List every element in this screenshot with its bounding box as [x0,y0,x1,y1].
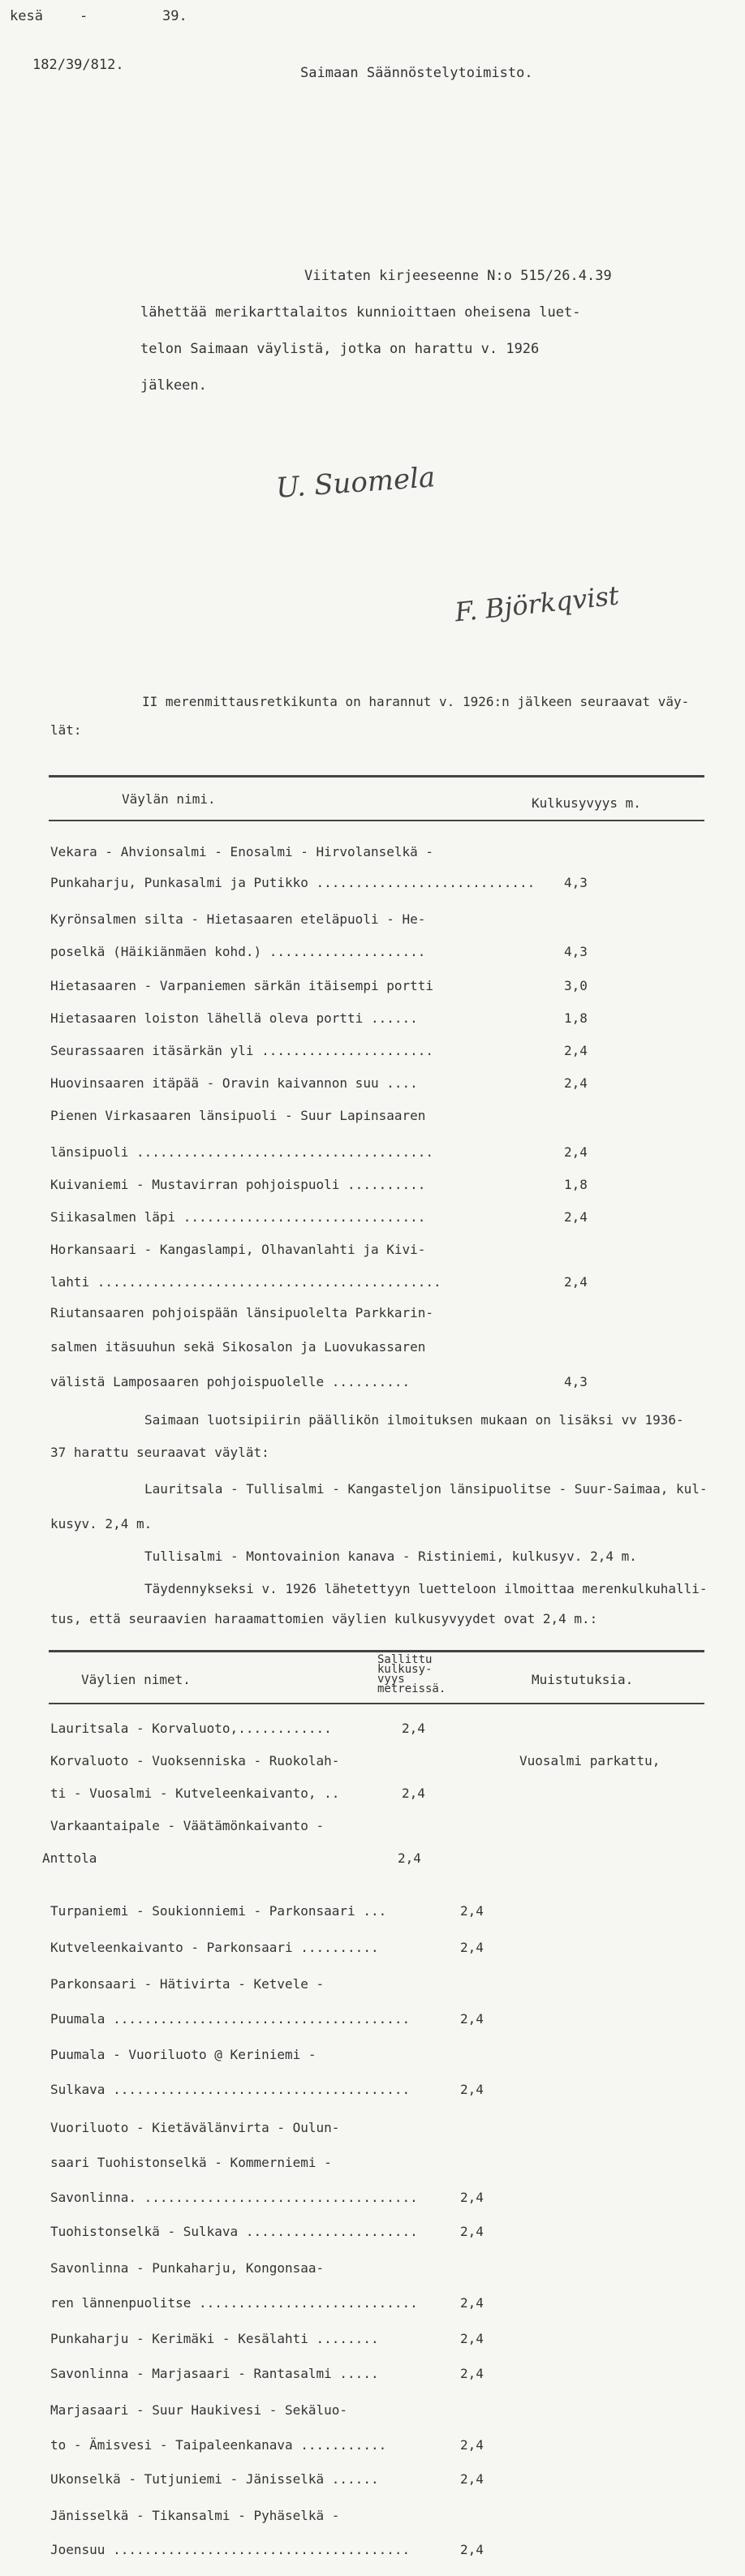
table1-row-line: Hietasaaren - Varpaniemen särkän itäisempi portti [50,978,434,993]
table1-row-value: 2,4 [564,1075,588,1091]
section2-para2-line-1: Lauritsala - Tullisalmi - Kangasteljon länsipuolitse - Suur-Saimaa, kul- [144,1481,708,1497]
table2-row-value: 2,4 [460,1940,484,1955]
table1-row-line: poselkä (Häikiänmäen kohd.) .................... [50,944,426,959]
table2-row-line: Tuohistonselkä - Sulkava ...................... [50,2224,418,2239]
table2-row-value: 2,4 [460,1903,484,1919]
table2-row-line: Lauritsala - Korvaluoto,............ [50,1721,332,1736]
table2-row-line: Marjasaari - Suur Haukivesi - Sekäluo- [50,2402,348,2418]
table2-row-line: Anttola [42,1850,97,1866]
table1-row-line: Horkansaari - Kangaslampi, Olhavanlahti ja Kivi- [50,1242,426,1257]
table1-row-line: Punkaharju, Punkasalmi ja Putikko ............................ [50,875,536,890]
table1-row-value: 4,3 [564,944,588,959]
table1-row-line: Seurassaaren itäsärkän yli ...................... [50,1043,434,1058]
section1-intro-line-2: lät: [50,722,82,738]
table2-row-value: 2,4 [460,2471,484,2487]
table1-row-value: 2,4 [564,1043,588,1058]
table2-row-value: 2,4 [460,2366,484,2381]
table1-row-line: välistä Lamposaaren pohjoispuolelle .......... [50,1374,411,1389]
table2-row-line: Parkonsaari - Hätivirta - Ketvele - [50,1976,325,1992]
table1-row-line: Riutansaaren pohjoispään länsipuolelta Parkkarin- [50,1305,434,1320]
table2-col-allowed-line: metreissä. [377,1682,446,1695]
section2-para4-line-2: tus, että seuraavien haraamattomien väylien kulkusyvyydet ovat 2,4 m.: [50,1611,598,1626]
table1-row-line: salmen itäsuuhun sekä Sikosalon ja Luovukassaren [50,1339,426,1355]
table1-row-value: 4,3 [564,875,588,890]
table2-row-value: 2,4 [460,2437,484,2453]
section2-para3: Tullisalmi - Montovainion kanava - Ristiniemi, kulkusyv. 2,4 m. [144,1549,637,1564]
intro-line-4: jälkeen. [140,377,207,394]
signature-suomela: U. Suomela [274,461,437,505]
table1-col-name: Väylän nimi. [122,791,216,807]
table2-col-allowed-line: vyys [377,1673,405,1686]
table1-header-rule [49,820,704,821]
section2-para1-line-2: 37 harattu seuraavat väylät: [50,1445,269,1460]
table2-row-value: 2,4 [460,2295,484,2311]
table2-col-notes: Muistutuksia. [532,1672,634,1687]
table1-row-value: 3,0 [564,978,588,993]
table2-row-value: 2,4 [460,2542,484,2557]
table2-row-line: saari Tuohistonselkä - Kommerniemi - [50,2155,332,2170]
table1-row-line: lahti ............................................ [50,1274,441,1290]
table2-row-line: Kutveleenkaivanto - Parkonsaari .......... [50,1940,379,1955]
table2-row-value: 2,4 [460,2224,484,2239]
table1-row-line: Hietasaaren loiston lähellä oleva portti ...... [50,1010,418,1026]
table2-note: Vuosalmi parkattu, [519,1753,661,1768]
section1-intro-line-1: II merenmittausretkikunta on harannut v. 1926:n jälkeen seuraavat väy- [142,694,690,709]
table2-row-value: 2,4 [460,2082,484,2097]
header-ref: 182/39/812. [32,57,124,73]
table2-header-rule [49,1703,704,1704]
table2-col-allowed-line: Sallittu [377,1653,433,1666]
section2-para2-line-2: kusyv. 2,4 m. [50,1516,153,1531]
signature-bjorkqvist: F. Björkqvist [453,579,621,628]
table1-col-depth: Kulkusyvyys m. [532,795,641,811]
table2-row-value: 2,4 [398,1850,421,1866]
table2-top-rule [49,1650,704,1652]
table2-row-line: Turpaniemi - Soukionniemi - Parkonsaari ... [50,1903,387,1919]
table2-row-value: 2,4 [402,1786,425,1801]
table1-row-line: Kuivaniemi - Mustavirran pohjoispuoli .......... [50,1177,426,1192]
intro-line-2: lähettää merikarttalaitos kunnioittaen oheisena luet- [140,304,581,321]
table2-row-value: 2,4 [402,1721,425,1736]
table2-row-line: Punkaharju - Kerimäki - Kesälahti ........ [50,2331,379,2346]
table2-row-line: Savonlinna - Punkaharju, Kongonsaa- [50,2260,325,2276]
table2-row-line: Vuoriluoto - Kietävälänvirta - Oulun- [50,2120,340,2135]
table2-row-line: Korvaluoto - Vuoksenniska - Ruokolah- [50,1753,340,1768]
table1-row-value: 2,4 [564,1144,588,1160]
table2-row-line: Sulkava ...................................... [50,2082,411,2097]
table2-row-value: 2,4 [460,2331,484,2346]
table1-top-rule [49,775,704,778]
table2-row-line: Puumala ...................................... [50,2011,411,2027]
table2-col-allowed-line: kulkusy- [377,1663,433,1676]
header-recipient: Saimaan Säännöstelytoimisto. [300,65,533,81]
section2-para1-line-1: Saimaan luotsipiirin päällikön ilmoituksen mukaan on lisäksi vv 1936- [144,1412,684,1428]
table2-row-line: Joensuu ...................................... [50,2542,411,2557]
table2-row-value: 2,4 [460,2190,484,2205]
header-date: kesä [10,8,43,24]
table2-row-value: 2,4 [460,2011,484,2027]
table2-row-line: Savonlinna - Marjasaari - Rantasalmi ..... [50,2366,379,2381]
table2-row-line: Ukonselkä - Tutjuniemi - Jänisselkä ...... [50,2471,379,2487]
intro-line-1: Viitaten kirjeeseenne N:o 515/26.4.39 [304,268,612,284]
table1-row-value: 2,4 [564,1274,588,1290]
table1-row-line: Kyrönsalmen silta - Hietasaaren eteläpuoli - He- [50,911,426,927]
table1-row-value: 1,8 [564,1010,588,1026]
table1-row-line: Pienen Virkasaaren länsipuoli - Suur Lapinsaaren [50,1108,426,1123]
table1-row-line: Vekara - Ahvionsalmi - Enosalmi - Hirvolanselkä - [50,844,434,859]
header-day: 39. [162,8,187,24]
table2-row-line: to - Ämisvesi - Taipaleenkanava ........... [50,2437,387,2453]
intro-line-3: telon Saimaan väylistä, jotka on harattu v. 1926 [140,341,540,357]
table1-row-line: Huovinsaaren itäpää - Oravin kaivannon suu .... [50,1075,418,1091]
table1-row-line: länsipuoli ...................................... [50,1144,434,1160]
table2-row-line: ren lännenpuolitse ............................ [50,2295,418,2311]
table2-row-line: Jänisselkä - Tikansalmi - Pyhäselkä - [50,2508,340,2523]
table1-row-value: 1,8 [564,1177,588,1192]
table2-row-line: Varkaantaipale - Väätämönkaivanto - [50,1818,325,1833]
header-dash: - [80,8,88,24]
table2-col-names: Väylien nimet. [81,1672,191,1687]
table1-row-value: 4,3 [564,1374,588,1389]
table1-row-value: 2,4 [564,1209,588,1225]
table1-row-line: Siikasalmen läpi ............................... [50,1209,426,1225]
section2-para4-line-1: Täydennykseksi v. 1926 lähetettyyn luetteloon ilmoittaa merenkulkuhalli- [144,1581,708,1596]
table2-row-line: Puumala - Vuoriluoto @ Keriniemi - [50,2047,317,2062]
table2-row-line: Savonlinna. ................................... [50,2190,418,2205]
table2-row-line: ti - Vuosalmi - Kutveleenkaivanto, .. [50,1786,340,1801]
